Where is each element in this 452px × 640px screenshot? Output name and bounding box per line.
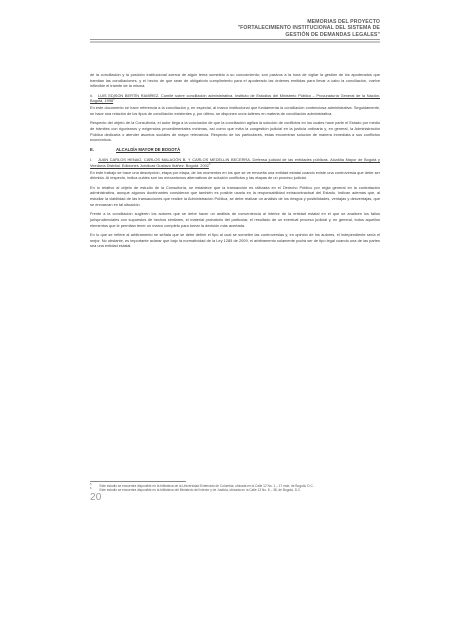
- footnote-marker: 5: [113, 97, 115, 102]
- reference-index: i.: [90, 157, 92, 163]
- paragraph: En este trabajo se hace una descripción, etapa por etapa, de los momentos en los que se ve envuelta una entidad estatal cuando existe una controversia que debe ser dirimida. Al respecto, indica cuáles son los mecanismos alternativos de solución conflictos y las etapas de un proceso judicial.: [90, 169, 380, 181]
- footnote-marker: 6: [208, 161, 211, 166]
- footnotes: [90, 484, 380, 493]
- paragraph: de la conciliación y la posición institucional acerca de algún tema sometido a su conocimiento; son pasivos a la hora de vigilar la gestión de los apoderados que tramitan las conciliaciones, y el hecho de que sean de obligatorio cumplimiento para el apoderado las órdenes emitidas para llevar a cabo la conciliación, vuelve inflexible el trámite de la misma.: [90, 72, 380, 89]
- header-divider: [90, 39, 380, 40]
- running-header: [238, 19, 380, 38]
- header-line-2: "FORTALECIMIENTO INSTITUCIONAL DEL SISTEMA DE: [237, 25, 380, 32]
- body-text: [90, 72, 380, 253]
- paragraph: En lo relativo al objeto de estudio de la Consultoría, se establece que la transacción es utilizada en el Derecho Público por regla general en la contratación administrativa, aunque algunos doctrinantes consideran que también es posible usarla en la responsabilidad extracontractual del Estado. Indican además que, al estudiar la viabilidad de las transacciones que realice la Administración Pública, se debe realizar un análisis de los riesgos y posibilidades, ventajas y desventajas, que se enmarcan en tal situación.: [90, 184, 380, 207]
- paragraph: Respecto del objeto de la Consultoría, el autor llega a la conclusión de que la conciliación agiliza la solución de conflictos en los cuales hace parte el Estado por medio de trámites con rigorismos y exigencias procedimentales mínimas, así como que evita la congestión judicial en la justicia ordinaria y, en general, la Administración Pública dedicaría o atender asuntos sociales de mayor relevancia. Respecto de los particulares, éstas encuentran solución de manera inmediata a sus conflictos económicos.: [90, 120, 380, 143]
- footnote-number: 5: [90, 482, 92, 486]
- paragraph: Frente a la conciliación sugieren los autores que se debe hacer un análisis de conveniencia al interior de la entidad estatal en el que se analicen los fallos jurisprudenciales con supuestos de hechos similares, el material probatorio del particular, el resultado de un eventual proceso judicial y, en general, todos aquellos elementos que le permitan tener un marco completo para tomar la decisión más acertada.: [90, 211, 380, 228]
- footnote-number: 6: [90, 487, 92, 491]
- paragraph: En este documento se hace referencia a la conciliación y, en especial, al marco institucional que fundamenta la conciliación contenciosa administrativa. Seguidamente, se hace una relación de los tipos de conciliación existentes y, por último, se disponen unos talleres en materia de conciliación administrativa.: [90, 105, 380, 116]
- section-heading: [90, 147, 380, 153]
- footnote-text: Este estudio se encuentra disponible en la biblioteca de la Universidad Externado de Colombia, ubicada en la Calle 12 No. 1 – 17 este, de Bogotá, D.C.: [99, 484, 314, 488]
- header-line-3: GESTIÓN DE DEMANDAS LEGALES": [285, 31, 380, 38]
- header-line-1: MEMORIAS DEL PROYECTO: [307, 19, 380, 25]
- reference-text: LUIS EDISON BERTÍN RAMÍREZ. Comité sobre conciliación administrativa. Instituto de Estudios del Ministerio Público – Procuraduría General de la Nación. Bogotá, 1998: [90, 92, 380, 104]
- reference-index: ii.: [90, 92, 93, 98]
- header-divider-shadow: [90, 41, 380, 43]
- section-title: ALCALDÍA MAYOR DE BOGOTÁ: [116, 146, 181, 152]
- footnote-divider: [90, 481, 186, 482]
- footnote: [90, 488, 380, 492]
- paragraph: En lo que se refiere al arbitramento se señala que se debe definir el tipo al cual se someten las controversias y, en opinión de los autores, el independiente sería el mejor. No obstante, es importante aclarar que bajo la normatividad de la Ley 1285 de 2009, el arbitramento solamente podrá ser de tipo legal cuando una de las partes sea una entidad estatal.: [90, 232, 380, 249]
- footnote-text: Este estudio se encuentra disponible en la biblioteca del Ministerio del Interior y de Justicia, ubicada en la Calle 13 No. 8 – 38, de Bogotá, D.C.: [99, 488, 302, 493]
- reference-text: JUAN CARLOS HENAO, CARLOS MALAGÓN B. Y CARLOS MEDELLIN BECERRA. Defensa judicial de las entidades públicas. Alcaldía Mayor de Bogotá y Veeduría Distrital. Ediciones Jurídicas Gustavo Ibáñez. Bogotá. 2002: [90, 157, 380, 168]
- page-number: 20: [90, 492, 102, 503]
- section-letter: E.: [90, 146, 94, 152]
- bibliographic-reference: [90, 93, 380, 104]
- bibliographic-reference: [90, 157, 380, 168]
